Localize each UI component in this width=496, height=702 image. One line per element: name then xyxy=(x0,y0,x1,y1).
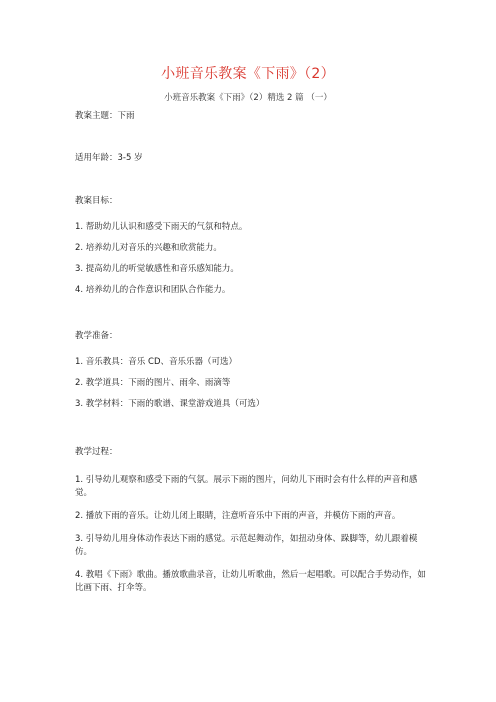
goals-heading: 教案目标： xyxy=(75,196,118,206)
process-heading: 教学过程： xyxy=(75,447,118,457)
theme-line: 教案主题：下雨 xyxy=(75,111,135,121)
prep-item: 3. 教学材料：下雨的歌谱、课堂游戏道具（可选） xyxy=(75,399,265,409)
prep-heading: 教学准备： xyxy=(75,331,118,341)
process-item: 2. 播放下雨的音乐。让幼儿闭上眼睛，注意听音乐中下雨的声音，并模仿下雨的声音。 xyxy=(75,511,401,521)
goal-item: 3. 提高幼儿的听觉敏感性和音乐感知能力。 xyxy=(75,264,239,274)
goal-item: 2. 培养幼儿对音乐的兴趣和欣赏能力。 xyxy=(75,243,222,253)
process-item: 3. 引导幼儿用身体动作表达下雨的感觉。示范起舞动作，如扭动身体、跺脚等，幼儿跟着模仿。 xyxy=(75,534,418,557)
prep-item: 2. 教学道具：下雨的图片、雨伞、雨滴等 xyxy=(75,378,231,388)
process-item: 1. 引导幼儿观察和感受下雨的气氛。展示下雨的图片，问幼儿下雨时会有什么样的声音和感觉。 xyxy=(75,475,418,498)
document-title: 小班音乐教案《下雨》（2） xyxy=(161,66,335,82)
age-line: 适用年龄：3-5 岁 xyxy=(75,153,143,163)
prep-item: 1. 音乐教具：音乐 CD、音乐乐器（可选） xyxy=(75,357,237,367)
goal-item: 4. 培养幼儿的合作意识和团队合作能力。 xyxy=(75,285,231,295)
process-item: 4. 教唱《下雨》歌曲。播放歌曲录音，让幼儿听歌曲，然后一起唱歌。可以配合手势动作，如比画下雨、打伞等。 xyxy=(75,570,426,593)
goal-item: 1. 帮助幼儿认识和感受下雨天的气氛和特点。 xyxy=(75,222,248,232)
document-subtitle: 小班音乐教案《下雨》（2）精选 2 篇 （一） xyxy=(164,93,332,103)
